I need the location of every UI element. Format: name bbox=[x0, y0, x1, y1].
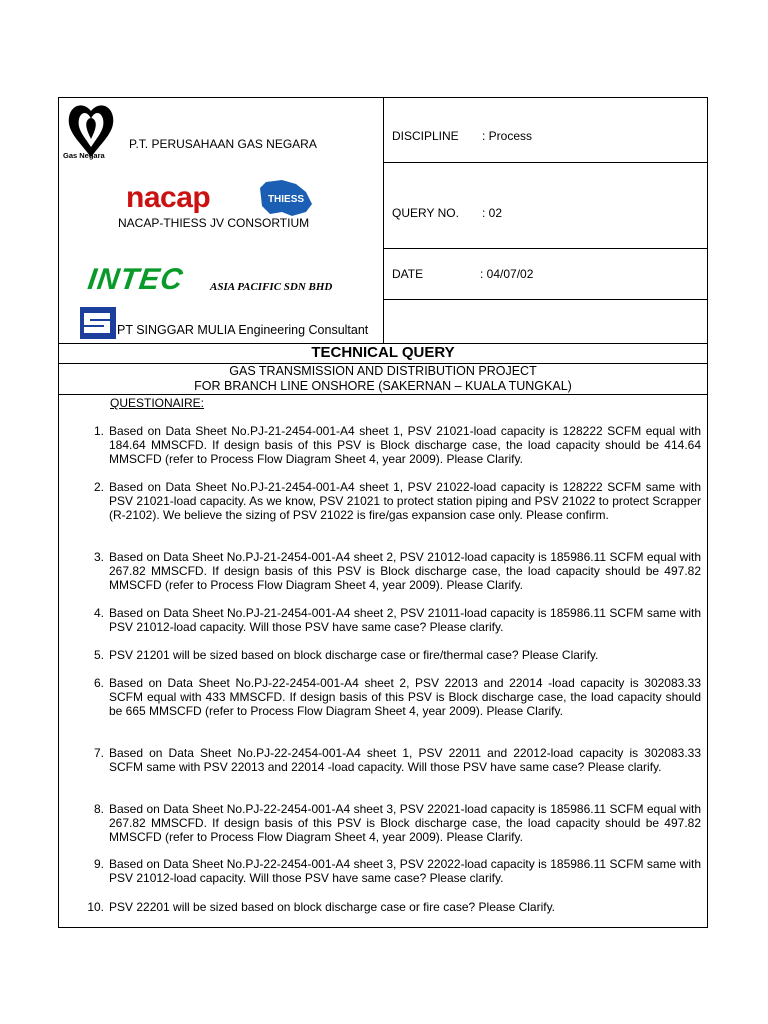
question-text: Based on Data Sheet No.PJ-21-2454-001-A4 sheet 2, PSV 21012-load capacity is 185986.11 SCFM equal with 267.82 MMSCFD. If design basis of this PSV is Block discharge case, the load capacity should be 497.82 MMSCFD (refer to Process Flow Diagram Sheet 4, year 2009). Please Clarify. bbox=[109, 550, 701, 592]
question-text: Based on Data Sheet No.PJ-21-2454-001-A4 sheet 1, PSV 21021-load capacity is 128222 SCFM equal with 184.64 MMSCFD. If design basis of this PSV is Block discharge case, the load capacity should be 414.64 MMSCFD (refer to Process Flow Diagram Sheet 4, year 2009). Please Clarify. bbox=[109, 424, 701, 466]
discipline-label: DISCIPLINE bbox=[392, 129, 459, 143]
asia-pacific-name: ASIA PACIFIC SDN BHD bbox=[210, 281, 333, 293]
date-value: : 04/07/02 bbox=[480, 267, 534, 281]
question-number: 1. bbox=[93, 424, 104, 438]
question-text: Based on Data Sheet No.PJ-21-2454-001-A4 sheet 2, PSV 21011-load capacity is 185986.11 SCFM same with PSV 21012-load capacity. Will those PSV have same case? Please clarify. bbox=[109, 606, 701, 634]
question-number: 9. bbox=[93, 857, 104, 871]
nacap-logo: nacap bbox=[126, 181, 211, 214]
header-divider-3 bbox=[383, 299, 708, 300]
subtitle-line-1: GAS TRANSMISSION AND DISTRIBUTION PROJECT bbox=[229, 364, 537, 378]
questionaire-heading: QUESTIONAIRE: bbox=[110, 396, 205, 410]
svg-text:THIESS: THIESS bbox=[267, 194, 305, 205]
company-name: P.T. PERUSAHAAN GAS NEGARA bbox=[129, 137, 317, 151]
consortium-name: NACAP-THIESS JV CONSORTIUM bbox=[118, 216, 310, 230]
query-number-label: QUERY NO. bbox=[392, 206, 459, 220]
question-number: 7. bbox=[93, 746, 104, 760]
header-divider-vertical bbox=[383, 97, 384, 343]
header-divider-1 bbox=[383, 162, 708, 163]
pgn-logo-icon bbox=[63, 99, 119, 159]
date-label: DATE bbox=[392, 267, 424, 281]
question-number: 8. bbox=[93, 802, 104, 816]
gas-negara-mark: Gas Negara bbox=[63, 151, 105, 160]
document-title: TECHNICAL QUERY bbox=[311, 344, 455, 361]
question-text: PSV 21201 will be sized based on block discharge case or fire/thermal case? Please Clarify. bbox=[109, 648, 599, 662]
header-divider-2 bbox=[383, 248, 708, 249]
question-number: 3. bbox=[93, 550, 104, 564]
question-number: 2. bbox=[93, 480, 104, 494]
question-text: Based on Data Sheet No.PJ-22-2454-001-A4 sheet 2, PSV 22013 and 22014 -load capacity is 302083.33 SCFM equal with 433 MMSCFD. If design basis of this PSV is Block discharge case, the load capacity should be 665 MMSCFD (refer to Process Flow Diagram Sheet 4, year 2009). Please Clarify. bbox=[109, 676, 701, 718]
question-number: 4. bbox=[93, 606, 104, 620]
singgar-mulia-name: PT SINGGAR MULIA Engineering Consultant bbox=[117, 323, 369, 337]
intec-logo: INTEC bbox=[85, 263, 186, 296]
question-text: PSV 22201 will be sized based on block discharge case or fire case? Please Clarify. bbox=[109, 900, 556, 914]
thiess-logo-icon bbox=[256, 178, 316, 218]
question-text: Based on Data Sheet No.PJ-22-2454-001-A4 sheet 3, PSV 22022-load capacity is 185986.11 SCFM same with PSV 21012-load capacity. Will those PSV have same case? Please clarify. bbox=[109, 857, 701, 885]
question-text: Based on Data Sheet No.PJ-21-2454-001-A4 sheet 1, PSV 21022-load capacity is 128222 SCFM same with PSV 21021-load capacity. As we know, PSV 21021 to protect station piping and PSV 21022 to protect Scrapper (R-2102). We believe the sizing of PSV 21022 is fire/gas expansion case only. Please confirm. bbox=[109, 480, 701, 522]
question-number: 6. bbox=[93, 676, 104, 690]
subtitle-line-2: FOR BRANCH LINE ONSHORE (SAKERNAN – KUALA TUNGKAL) bbox=[194, 379, 572, 393]
singgar-mulia-logo-icon bbox=[80, 307, 116, 339]
query-number-value: : 02 bbox=[482, 206, 503, 220]
question-number: 5. bbox=[93, 648, 104, 662]
question-number: 10. bbox=[87, 900, 104, 914]
discipline-value: : Process bbox=[482, 129, 533, 143]
subtitle-bottom-border bbox=[58, 394, 708, 395]
question-text: Based on Data Sheet No.PJ-22-2454-001-A4 sheet 1, PSV 22011 and 22012-load capacity is 302083.33 SCFM same with PSV 22013 and 22014 -load capacity. Will those PSV have same case? Please clarify. bbox=[109, 746, 701, 774]
question-text: Based on Data Sheet No.PJ-22-2454-001-A4 sheet 3, PSV 22021-load capacity is 185986.11 SCFM equal with 267.82 MMSCFD. If design basis of this PSV is Block discharge case, the load capacity should be 497.82 MMSCFD (refer to Process Flow Diagram Sheet 4, year 2009). Please Clarify. bbox=[109, 802, 701, 844]
